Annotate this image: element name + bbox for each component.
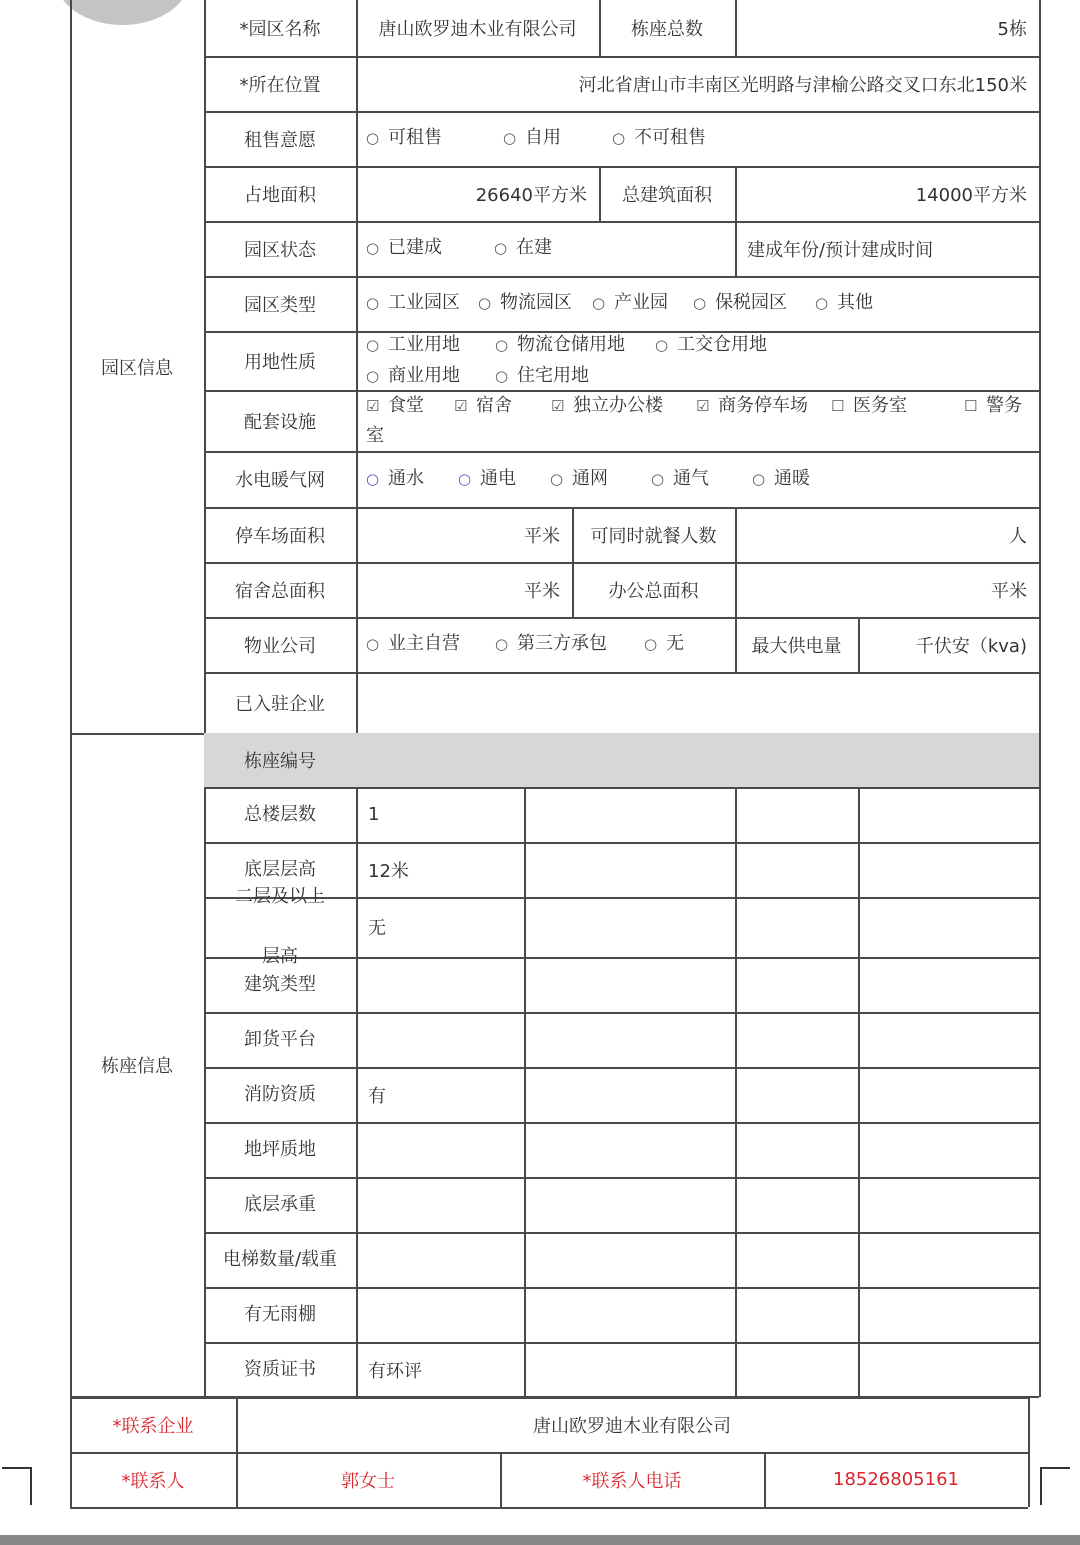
office-area-label: 办公总面积: [608, 580, 699, 602]
facility-dorm[interactable]: ☑ 宿舍: [454, 395, 512, 416]
parking-area-label: 停车场面积: [235, 525, 325, 547]
facilities-label: 配套设施: [244, 411, 316, 433]
type-option-bonded[interactable]: ○ 保税园区: [693, 292, 787, 313]
land-area-value[interactable]: 26640平方米: [475, 184, 587, 206]
building-row-value[interactable]: 有环评: [368, 1360, 422, 1382]
utilities-label: 水电暖气网: [235, 470, 325, 491]
type-option-industrial[interactable]: ○ 工业园区: [366, 292, 460, 313]
label-line: 层高: [262, 946, 298, 967]
building-row-value[interactable]: [356, 1232, 524, 1287]
facility-canteen[interactable]: ☑ 食堂: [366, 395, 424, 416]
building-total-label: 栋座总数: [631, 19, 703, 40]
crop-mark-left: [2, 1467, 32, 1505]
building-row-value[interactable]: 无: [368, 918, 386, 939]
facility-police-wrap: 室: [366, 425, 384, 446]
building-row-label: [204, 886, 356, 967]
rent-label: 租售意愿: [244, 129, 316, 151]
location-label: *所在位置: [239, 74, 321, 96]
building-row-label: 底层承重: [244, 1193, 316, 1215]
type-option-logistics[interactable]: ○ 物流园区: [478, 292, 572, 313]
building-row-value[interactable]: [356, 1122, 524, 1177]
section-building-info: 栋座信息: [101, 1055, 173, 1077]
grid-line-v: [1039, 0, 1041, 1397]
grid-line-v: [524, 733, 526, 1397]
building-row-label: 有无雨棚: [244, 1303, 316, 1325]
building-row-value[interactable]: [356, 957, 524, 1012]
contact-person-value[interactable]: 郭女士: [341, 1470, 395, 1492]
type-option-industry-park[interactable]: ○ 产业园: [592, 292, 668, 313]
utility-water[interactable]: ○ 通水: [366, 468, 424, 489]
utility-power[interactable]: ○ 通电: [458, 468, 516, 489]
land-use-option-transport[interactable]: ○ 工交仓用地: [655, 334, 767, 355]
building-row-value[interactable]: 有: [368, 1085, 386, 1107]
building-row-value[interactable]: [356, 1177, 524, 1232]
building-row-label: 地坪质地: [244, 1138, 316, 1160]
building-row-label: 资质证书: [244, 1358, 316, 1380]
building-total-value[interactable]: 5栋: [997, 19, 1027, 40]
building-row-value[interactable]: [356, 1012, 524, 1067]
building-header-label: 栋座编号: [244, 751, 316, 772]
building-row-label: 电梯数量/载重: [222, 1248, 338, 1270]
status-option-built[interactable]: ○ 已建成: [366, 237, 442, 258]
contact-company-label: *联系企业: [112, 1415, 194, 1437]
label-line: 二层及以上: [235, 886, 325, 907]
contact-phone-label: *联系人电话: [582, 1470, 682, 1492]
property-option-owner[interactable]: ○ 业主自营: [366, 633, 460, 654]
facility-police[interactable]: ☐ 警务: [964, 395, 1022, 416]
land-use-option-industrial[interactable]: ○ 工业用地: [366, 334, 460, 355]
build-year-label: 建成年份/预计建成时间: [747, 239, 934, 261]
dorm-area-value[interactable]: 平米: [524, 580, 560, 602]
facility-office-building[interactable]: ☑ 独立办公楼: [551, 395, 663, 416]
rent-option-rentable[interactable]: ○ 可租售: [366, 127, 442, 148]
building-row-label: 总楼层数: [244, 803, 316, 825]
contact-company-value[interactable]: 唐山欧罗迪木业有限公司: [533, 1415, 731, 1437]
tenants-label: 已入驻企业: [235, 693, 325, 715]
utility-heating[interactable]: ○ 通暖: [752, 468, 810, 489]
building-row-value[interactable]: [356, 1287, 524, 1342]
location-value[interactable]: 河北省唐山市丰南区光明路与津榆公路交叉口东北150米: [578, 74, 1027, 96]
power-label: 最大供电量: [751, 635, 842, 657]
bottom-bar: [0, 1535, 1080, 1545]
crop-mark-right: [1040, 1467, 1070, 1505]
dorm-area-label: 宿舍总面积: [235, 580, 325, 602]
tenants-value[interactable]: [356, 672, 1039, 733]
type-label: 园区类型: [244, 294, 316, 316]
contact-phone-value[interactable]: 18526805161: [833, 1469, 959, 1490]
office-area-value[interactable]: 平米: [991, 580, 1027, 602]
rent-option-not-rentable[interactable]: ○ 不可租售: [612, 127, 706, 148]
building-row-label: 卸货平台: [244, 1028, 316, 1050]
land-use-option-residential[interactable]: ○ 住宅用地: [495, 365, 589, 386]
utility-network[interactable]: ○ 通网: [550, 468, 608, 489]
park-name-label: *园区名称: [239, 19, 321, 40]
dining-label: 可同时就餐人数: [590, 525, 717, 547]
contact-person-label: *联系人: [121, 1470, 185, 1492]
grid-line-v: [1028, 1397, 1030, 1507]
park-name-value[interactable]: 唐山欧罗迪木业有限公司: [378, 19, 577, 40]
dining-value[interactable]: 人: [1009, 525, 1027, 547]
section-park-info: 园区信息: [101, 357, 173, 379]
power-value[interactable]: 千伏安（kva): [915, 635, 1027, 657]
grid-line-h: [70, 1507, 1028, 1509]
land-use-label: 用地性质: [244, 351, 316, 373]
total-floor-area-label: 总建筑面积: [622, 184, 712, 206]
status-label: 园区状态: [244, 239, 316, 261]
total-floor-area-value[interactable]: 14000平方米: [915, 184, 1027, 206]
rent-option-self-use[interactable]: ○ 自用: [503, 127, 561, 148]
property-option-none[interactable]: ○ 无: [644, 633, 684, 654]
building-row-label: 底层层高: [244, 858, 316, 880]
type-option-other[interactable]: ○ 其他: [815, 292, 873, 313]
building-row-value[interactable]: 12米: [368, 860, 409, 882]
utility-gas[interactable]: ○ 通气: [651, 468, 709, 489]
property-label: 物业公司: [244, 635, 316, 657]
parking-area-value[interactable]: 平米: [524, 525, 560, 547]
land-use-option-logistics[interactable]: ○ 物流仓储用地: [495, 334, 625, 355]
property-option-third-party[interactable]: ○ 第三方承包: [495, 633, 607, 654]
land-use-option-commercial[interactable]: ○ 商业用地: [366, 365, 460, 386]
building-row-label: 消防资质: [244, 1083, 316, 1105]
land-area-label: 占地面积: [244, 184, 316, 206]
building-row-label: 建筑类型: [244, 973, 316, 995]
building-row-value[interactable]: 1: [368, 804, 380, 825]
grid-line-v: [858, 733, 860, 1397]
facility-parking[interactable]: ☑ 商务停车场: [696, 395, 808, 416]
facility-clinic[interactable]: ☐ 医务室: [831, 395, 907, 416]
grid-line-v: [735, 733, 737, 1397]
status-option-building[interactable]: ○ 在建: [494, 237, 552, 258]
